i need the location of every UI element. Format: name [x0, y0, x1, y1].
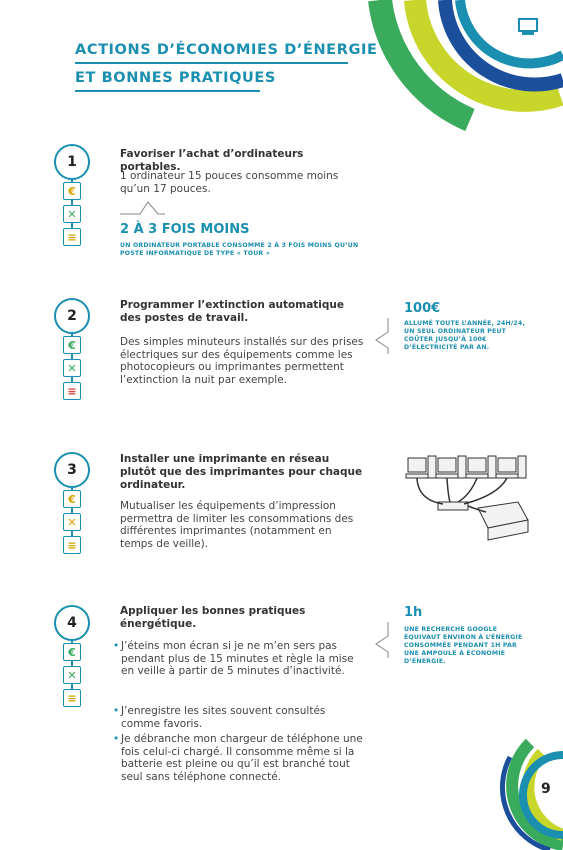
page-number: 9	[541, 781, 551, 797]
item-4-stat: 1h	[404, 605, 423, 620]
tools-icon: ✕	[63, 666, 81, 684]
item-4-title: Appliquer les bonnes pratiques énergétique.	[120, 605, 306, 630]
item-1-badge	[52, 142, 102, 252]
title-underline-1	[75, 62, 348, 64]
item-4-bullet-2: • J’enregistre les sites souvent consultés comme favoris.	[113, 705, 326, 730]
zigzag-divider	[372, 622, 392, 658]
item-1-highlight: 2 À 3 FOIS MOINS	[120, 222, 250, 237]
euro-icon: €	[63, 643, 81, 661]
item-4-badge	[52, 603, 102, 713]
item-1-title: Favoriser l’achat d’ordinateurs portables.	[120, 148, 304, 173]
euro-icon: €	[63, 336, 81, 354]
item-2-title: Programmer l’extinction automatique des postes de travail.	[120, 299, 345, 324]
item-2-stat: 100€	[404, 301, 441, 316]
item-4-stat-note: UNE RECHERCHE GOOGLE ÉQUIVAUT ENVIRON À L’ÉNERGIE CONSOMMÉE PENDANT 1H PAR UNE AMPOULE À ÉCONOMIE D’ÉNERGIE.	[404, 626, 523, 665]
euro-icon: €	[63, 490, 81, 508]
tools-icon: ✕	[63, 359, 81, 377]
item-4-bullet-3: • Je débranche mon chargeur de téléphone une fois celui-ci chargé. Il consomme même si la batterie est pleine ou qu’il est branché tout seul sans téléphone connecté.	[113, 733, 363, 783]
item-4-bullet-1: • J’éteins mon écran si je ne m’en sers pas pendant plus de 15 minutes et règle la mise en veille à partir de 5 minutes d’inactivité.	[113, 640, 354, 677]
euro-icon: €	[63, 182, 81, 200]
tools-icon: ✕	[63, 205, 81, 223]
item-2-body: Des simples minuteurs installés sur des prises électriques sur des équipements comme les photocopieurs ou imprimantes permettent l’extinction la nuit par exemple.	[120, 336, 364, 386]
network-printer-illustration	[398, 450, 533, 545]
coins-icon: ≡	[63, 382, 81, 400]
item-1-number: 1	[54, 144, 90, 180]
tools-icon: ✕	[63, 513, 81, 531]
item-1-body: 1 ordinateur 15 pouces consomme moins qu’un 17 pouces.	[120, 170, 339, 195]
coins-icon: ≡	[63, 536, 81, 554]
coins-icon: ≡	[63, 689, 81, 707]
computer-icon	[518, 18, 538, 36]
title-underline-2	[75, 90, 260, 92]
zigzag-divider	[120, 198, 165, 218]
zigzag-divider	[372, 318, 392, 354]
item-3-number: 3	[54, 452, 90, 488]
item-2-stat-note: ALLUMÉ TOUTE L’ANNÉE, 24H/24, UN SEUL ORDINATEUR PEUT COÛTER JUSQU’À 100€ D’ÉLECTRICITÉ PAR AN.	[404, 320, 525, 351]
item-2-number: 2	[54, 298, 90, 334]
item-3-body: Mutualiser les équipements d’impression permettra de limiter les consommations des différentes imprimantes (notamment en temps de veille).	[120, 500, 354, 550]
page-title-line2: ET BONNES PRATIQUES	[75, 70, 276, 86]
coins-icon: ≡	[63, 228, 81, 246]
item-1-highlight-note: UN ORDINATEUR PORTABLE CONSOMME 2 À 3 FOIS MOINS QU’UN POSTE INFORMATIQUE DE TYPE « TOUR »	[120, 242, 359, 257]
item-4-number: 4	[54, 605, 90, 641]
item-3-title: Installer une imprimante en réseau plutôt que des imprimantes pour chaque ordinateur.	[120, 453, 363, 491]
item-3-badge	[52, 450, 102, 560]
item-2-badge	[52, 296, 102, 406]
page-title-line1: ACTIONS D’ÉCONOMIES D’ÉNERGIE	[75, 42, 378, 58]
